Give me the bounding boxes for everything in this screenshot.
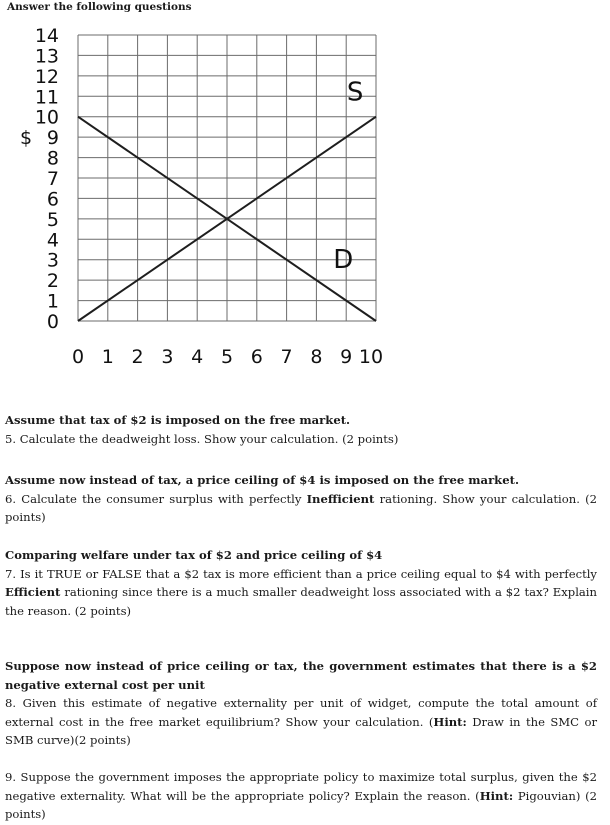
question-block-6 [5, 471, 597, 527]
y-tick-label: 2 [46, 270, 59, 293]
y-tick-label: 14 [34, 25, 59, 47]
chart-grid [78, 35, 376, 321]
question-text [5, 768, 597, 824]
x-tick-label: 0 [71, 346, 85, 368]
text-run: 6. Calculate the consumer surplus with perfectly [5, 491, 307, 506]
page-header: Answer the following questions [7, 1, 192, 13]
question-text [5, 430, 597, 449]
text-run: rationing since there is a much smaller deadweight loss associated with a $2 tax? Explain the reason. (2 points) [5, 585, 597, 618]
y-tick-label: 4 [46, 229, 59, 252]
question-block-7 [5, 546, 597, 620]
y-tick-label: 3 [46, 249, 59, 272]
x-tick-label: 7 [280, 346, 293, 368]
y-tick-label: 5 [46, 208, 59, 231]
text-run: Pigouvian) (2 points) [5, 788, 597, 821]
x-tick-label: 6 [250, 346, 263, 368]
text-run: 7. Is it TRUE or FALSE that a $2 tax is more efficient than a price ceiling equal to $4 with perfectly [5, 566, 597, 581]
y-tick-label: 10 [34, 106, 59, 129]
question-text [5, 565, 597, 621]
y-tick-label: 12 [34, 65, 59, 88]
section-heading: Suppose now instead of price ceiling or tax, the government estimates that there is a $2 negative external cost per unit [5, 659, 597, 692]
y-tick-label: 7 [46, 168, 59, 190]
text-run: 9. Suppose the government imposes the appropriate policy to maximize total surplus, given the $2 negative externality. What will be the appropriate policy? Explain the reason. ( [5, 770, 597, 803]
y-axis-ticks [35, 25, 59, 333]
y-tick-label: 9 [46, 127, 59, 150]
supply-demand-chart [0, 18, 410, 378]
emphasis-text: Inefficient [306, 491, 375, 506]
y-tick-label: 1 [46, 290, 59, 313]
x-tick-label: 2 [131, 346, 144, 368]
x-tick-label: 10 [358, 346, 384, 368]
text-run: rationing. Show your calculation. (2 points) [5, 491, 597, 524]
x-tick-label: 5 [220, 346, 234, 368]
chart-labels [20, 77, 363, 275]
y-tick-label: 13 [34, 45, 59, 68]
text-run: 5. Calculate the deadweight loss. Show your calculation. (2 points) [5, 431, 399, 446]
x-axis-ticks [72, 346, 383, 368]
y-tick-label: 6 [46, 188, 59, 211]
section-heading: Assume now instead of tax, a price ceiling of $4 is imposed on the free market. [5, 473, 519, 487]
y-tick-label: 11 [34, 86, 59, 109]
y-axis-label: $ [20, 127, 33, 150]
demand-label: D [333, 244, 354, 275]
question-block-8 [5, 657, 597, 750]
question-block-9 [5, 768, 597, 824]
text-run: Draw in the SMC or SMB curve)(2 points) [5, 714, 597, 747]
y-tick-label: 8 [46, 147, 59, 170]
supply-label: S [346, 77, 364, 108]
section-heading: Comparing welfare under tax of $2 and price ceiling of $4 [5, 548, 383, 562]
emphasis-text: Efficient [5, 585, 61, 599]
x-tick-label: 8 [310, 346, 323, 368]
question-block-5 [5, 411, 597, 448]
x-tick-label: 9 [340, 346, 353, 368]
question-text [5, 694, 597, 750]
x-tick-label: 1 [101, 346, 114, 368]
y-tick-label: 0 [46, 311, 59, 333]
question-text [5, 490, 597, 527]
x-tick-label: 3 [161, 346, 174, 368]
text-run: 8. Given this estimate of negative externality per unit of widget, compute the total amount of external cost in the free market equilibrium? Show your calculation. ( [5, 696, 597, 729]
section-heading: Assume that tax of $2 is imposed on the free market. [5, 413, 351, 427]
emphasis-text: Hint: [433, 714, 467, 729]
emphasis-text: Hint: [479, 788, 514, 803]
x-tick-label: 4 [191, 346, 204, 368]
